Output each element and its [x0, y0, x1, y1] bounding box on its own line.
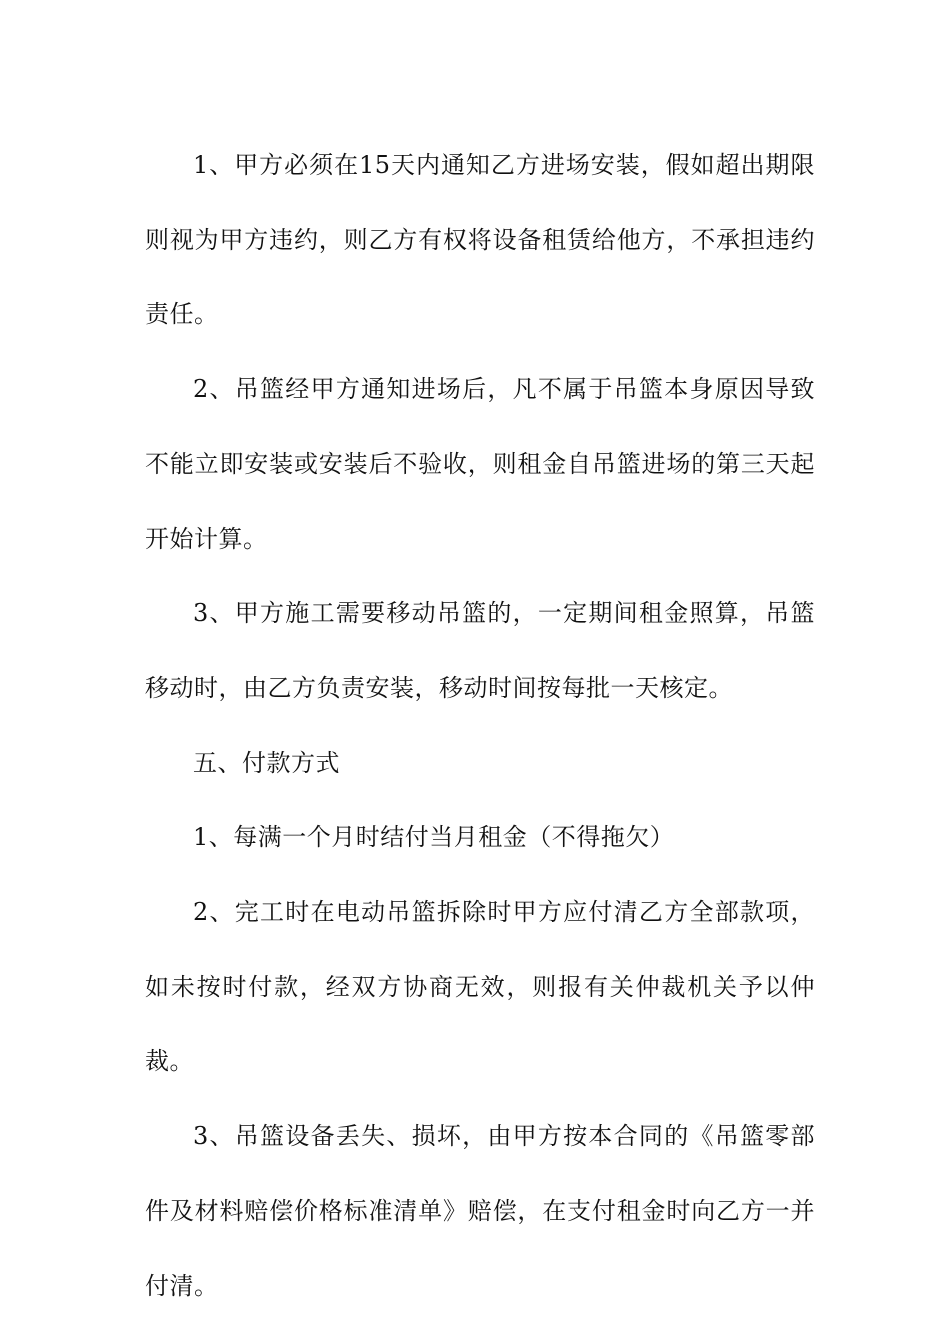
clause-loss-compensation: 3、吊篮设备丢失、损坏，由甲方按本合同的《吊篮零部件及材料赔偿价格标准清单》赔偿，在支付租金时向乙方一并付清。	[145, 1122, 815, 1300]
clause-final-payment: 2、完工时在电动吊篮拆除时甲方应付清乙方全部款项，如未按时付款，经双方协商无效，则报有关仲裁机关予以仲裁。	[145, 898, 815, 1076]
section-heading-payment: 五、付款方式	[193, 748, 340, 777]
clause-rent-start: 2、吊篮经甲方通知进场后，凡不属于吊篮本身原因导致不能立即安装或安装后不验收，则租金自吊篮进场的第三天起开始计算。	[145, 375, 815, 553]
document-body	[145, 128, 815, 1323]
clause-install-notice: 1、甲方必须在15天内通知乙方进场安装，假如超出期限则视为甲方违约，则乙方有权将设备租赁给他方，不承担违约责任。	[145, 151, 815, 329]
clause-monthly-payment: 1、每满一个月时结付当月租金（不得拖欠）	[193, 823, 675, 852]
clause-move-basket: 3、甲方施工需要移动吊篮的，一定期间租金照算，吊篮移动时，由乙方负责安装，移动时间按每批一天核定。	[145, 599, 815, 702]
